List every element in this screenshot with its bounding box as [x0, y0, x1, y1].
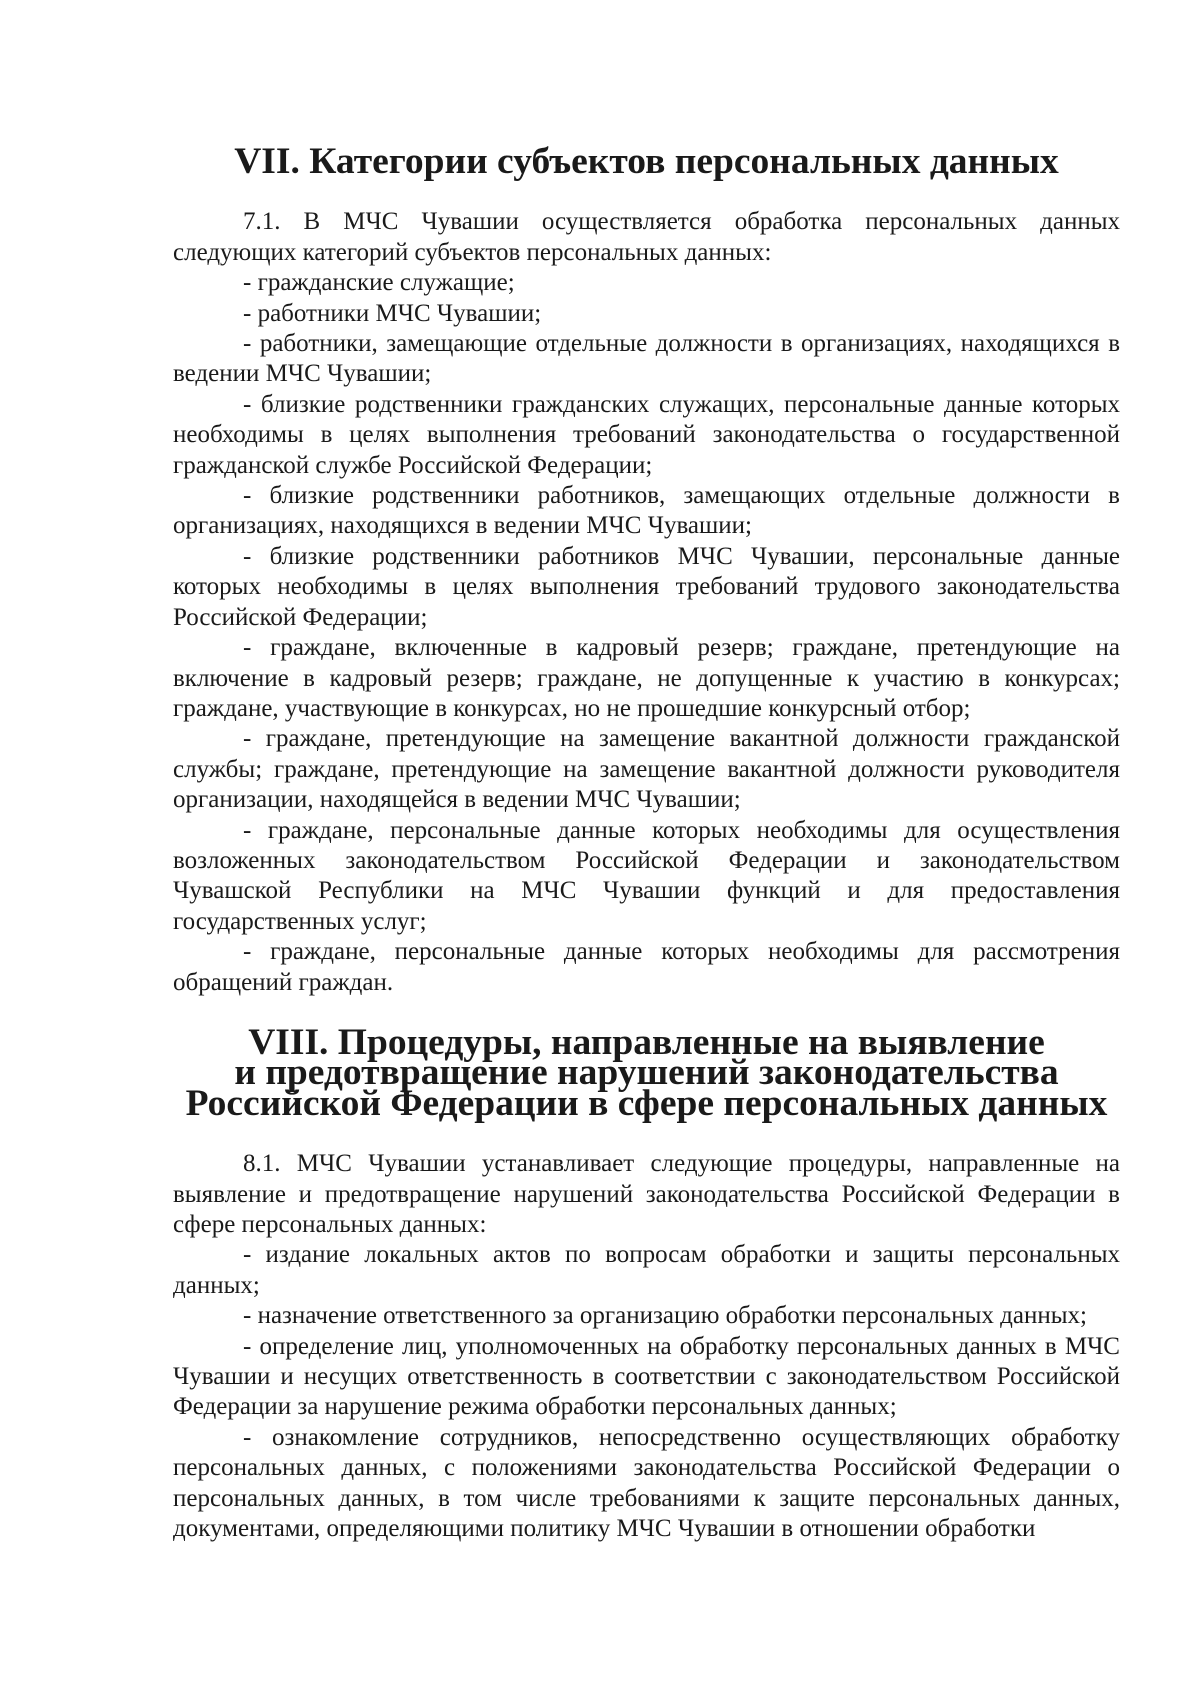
section-7-heading: VII. Категории субъектов персональных данных [234, 141, 1059, 182]
section-7-list-item: - граждане, претендующие на замещение вакантной должности гражданской службы; граждане, претендующие на замещение вакантной должности руководителя организации, находящейся в ведении МЧС Чувашии; [173, 725, 1120, 814]
section-7-intro-paragraph: 7.1. В МЧС Чувашии осуществляется обработка персональных данных следующих категорий субъектов персональных данных: [173, 208, 1120, 266]
section-7-list-item: - близкие родственники работников, замещающих отдельные должности в организациях, находящихся в ведении МЧС Чувашии; [173, 482, 1120, 540]
section-8-intro-paragraph: 8.1. МЧС Чувашии устанавливает следующие процедуры, направленные на выявление и предотвращение нарушений законодательства Российской Федерации в сфере персональных данных: [173, 1150, 1120, 1238]
section-7-list-item: - работники, замещающие отдельные должности в организациях, находящихся в ведении МЧС Чувашии; [173, 330, 1120, 388]
document-page [173, 141, 1120, 1544]
section-7-list-item: - близкие родственники гражданских служащих, персональные данные которых необходимы в целях выполнения требований законодательства о государственной гражданской службе Российской Федерации; [173, 390, 1120, 479]
section-8-list-item: - ознакомление сотрудников, непосредственно осуществляющих обработку персональных данных, с положениями законодательства Российской Федерации о персональных данных, в том числе требованиями к защите персональных данных, документами, определяющими политику МЧС Чувашии в отношении обработки [173, 1423, 1120, 1543]
section-7-list-item: - гражданские служащие; [243, 269, 515, 297]
section-7-list-item: - работники МЧС Чувашии; [243, 299, 542, 327]
section-8-heading-line: VIII. Процедуры, направленные на выявление [248, 1021, 1045, 1063]
section-7-list-item: - граждане, персональные данные которых необходимы для рассмотрения обращений граждан. [173, 938, 1120, 996]
section-7 [173, 141, 1120, 998]
section-7-list-item: - граждане, персональные данные которых необходимы для осуществления возложенных законодательством Российской Федерации и законодательством Чувашской Республики на МЧС Чувашии функций и для предоставления государственных услуг; [173, 816, 1120, 935]
section-8-list-item: - назначение ответственного за организацию обработки персональных данных; [243, 1302, 1087, 1330]
section-7-list-item: - граждане, включенные в кадровый резерв; граждане, претендующие на включение в кадровый резерв; граждане, не допущенные к участию в конкурсах; граждане, участвующие в конкурсах, но не прошедшие конкурсный отбор; [173, 634, 1120, 722]
section-8-heading-line: и предотвращение нарушений законодательства [234, 1052, 1059, 1094]
section-7-list-item: - близкие родственники работников МЧС Чувашии, персональные данные которых необходимы в целях выполнения требований трудового законодательства Российской Федерации; [173, 542, 1120, 631]
section-8-heading [173, 1021, 1120, 1124]
section-8 [173, 1021, 1120, 1545]
section-8-heading-line: Российской Федерации в сфере персональных данных [185, 1082, 1108, 1124]
section-8-list-item: - издание локальных актов по вопросам обработки и защиты персональных данных; [173, 1241, 1120, 1299]
section-8-list-item: - определение лиц, уполномоченных на обработку персональных данных в МЧС Чувашии и несущих ответственность в соответствии с законодательством Российской Федерации за нарушение режима обработки персональных данных; [173, 1332, 1120, 1421]
